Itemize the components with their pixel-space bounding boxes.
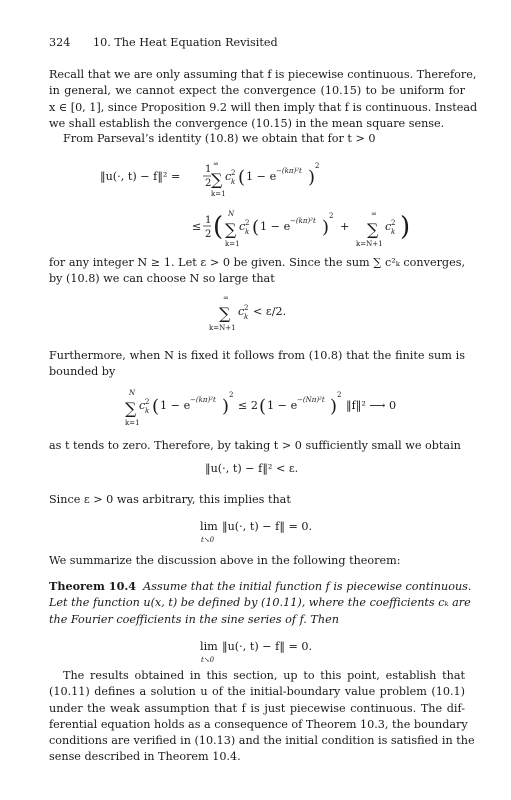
lim-sub: t↘0 [201,656,215,664]
fraction-den: 2 [205,229,212,240]
sum-upper-limit: ∞ [213,160,219,168]
coef-c: c [225,170,232,183]
text-line: in general, we cannot expect the convergence (10.15) to be uniform for [49,84,465,98]
sum-sign: ∑ [219,304,231,323]
text-line: ferential equation holds as a consequence of Theorem 10.3, the boundary [49,717,468,731]
text-line: for any integer N ≥ 1. Let ε > 0 be given. Since the sum ∑ c²ₖ converges, [49,256,465,269]
sum-upper-limit: ∞ [371,210,377,218]
outer-square: 2 [229,391,234,399]
one-minus-e: 1 − e [160,399,191,412]
fraction-num: 1 [205,164,212,175]
paragraph-parseval [63,131,465,147]
lim: lim [200,520,218,533]
text-line: conditions are verified in (10.13) and the initial condition is satisfied in the [49,734,475,748]
theorem-title: Theorem 10.4 [49,579,137,593]
paragraph-furthermore [49,348,465,381]
sum-sign: ∑ [367,220,379,239]
leq-sign: ≤ [192,220,202,233]
sum-sign: ∑ [125,399,137,418]
coef-sup: 2 [245,219,250,227]
fraction-num: 1 [205,215,212,226]
coef-sub: k [231,178,236,186]
exponent: −(kπ)²t [290,217,316,225]
coef-sup: 2 [244,304,249,312]
text-line: we shall establish the convergence (10.15) in the mean square sense. [49,116,445,130]
paragraph-integer-n [49,255,465,288]
sum-upper-limit: ∞ [223,294,229,302]
equation-finite-sum-bound [120,385,420,438]
outer-square: 2 [337,391,342,399]
sum-upper-limit: N [129,389,136,397]
paren: ) [322,217,330,238]
one-minus-e: 1 − e [246,170,277,183]
paren: ) [330,396,338,417]
le-two: ≤ 2 [238,399,259,412]
sum-upper-limit: N [228,210,235,218]
coef-sup: 2 [145,398,150,406]
coef-c: c [239,220,246,233]
chapter-title: 10. The Heat Equation Revisited [93,36,278,49]
big-paren: ( [213,212,224,242]
equation-limit-1 [200,516,340,551]
lim-expression: ‖u(·, t) − f‖ = 0. [222,520,313,533]
paren: ( [238,167,246,188]
sum-lower-limit: k=N+1 [356,240,383,248]
theorem-10-4 [49,578,472,628]
sum-lower-limit: k=1 [211,190,226,198]
text-line: The results obtained in this section, up to this point, establish that [63,669,465,682]
text-line: Furthermore, when N is fixed it follows from (10.8) that the finite sum is [49,349,465,362]
sum-lower-limit: k=N+1 [209,324,236,332]
theorem-text: Assume that the initial function f is piecewise continuous. [143,580,472,593]
outer-square: 2 [329,212,334,220]
sum-lower-limit: k=1 [125,419,140,427]
norm-lt-eps: ‖u(·, t) − f‖² < ε. [205,462,299,475]
paragraph-summarize [49,553,465,569]
exponent: −(kπ)²t [190,396,216,404]
equation-limit-2 [200,636,340,671]
text-line: Recall that we are only assuming that f is piecewise continuous. Therefore, [49,68,477,81]
paragraph-since-eps [49,492,465,508]
page-number: 324 [49,36,71,49]
coef-sub: k [391,228,396,236]
theorem-line [49,578,472,595]
paren: ( [252,217,260,238]
paren: ( [259,396,267,417]
text-line: x ∈ [0, 1], since Proposition 9.2 will then imply that f is continuous. Instead [49,100,478,114]
paragraph-recall [49,67,478,132]
text-line: as t tends to zero. Therefore, by taking t > 0 sufficiently small we obtain [49,439,461,452]
sum-lower-limit: k=1 [225,240,240,248]
fraction-den: 2 [205,178,212,189]
text-line: under the weak assumption that f is just piecewise continuous. The dif- [49,701,465,715]
norm-f-to-zero: ‖f‖² ⟶ 0 [346,399,397,412]
exponent: −(kπ)²t [276,167,302,175]
text-line: bounded by [49,365,116,379]
text-line: We summarize the discussion above in the following theorem: [49,554,401,567]
coef-sup: 2 [391,219,396,227]
coef-c: c [238,305,245,318]
plus-sign: + [340,220,350,233]
lim-sub: t↘0 [201,536,215,544]
sum-sign: ∑ [225,220,237,239]
text-line: by (10.8) we can choose N so large that [49,272,275,286]
big-paren: ) [400,212,411,242]
coef-sup: 2 [231,169,236,177]
paren: ) [222,396,230,417]
text-line: sense described in Theorem 10.4. [49,750,241,764]
text-line: Since ε > 0 was arbitrary, this implies that [49,493,291,506]
eq-lhs: ‖u(·, t) − f‖² = [100,170,181,183]
equation-norm-lt-eps [205,462,298,475]
coef-c: c [385,220,392,233]
paren: ) [308,167,316,188]
text-line: (10.11) defines a solution u of the initial-boundary value problem (10.1) [49,685,465,699]
paren: ( [152,396,160,417]
paragraph-as-t-tends [49,438,465,454]
lim-expression: ‖u(·, t) − f‖ = 0. [222,640,313,653]
coef-sub: k [244,313,249,321]
sum-sign: ∑ [211,170,223,189]
running-header [49,36,278,49]
lt-eps-half: < ε/2. [253,305,287,318]
lim: lim [200,640,218,653]
one-minus-e: 1 − e [260,220,291,233]
outer-square: 2 [315,162,320,170]
theorem-line: Let the function u(x, t) be defined by (10.11), where the coefficients cₖ are [49,596,471,610]
text-line: From Parseval’s identity (10.8) we obtain that for t > 0 [63,132,376,145]
one-minus-e: 1 − e [267,399,298,412]
paragraph-results [49,668,475,766]
coef-sub: k [145,407,150,415]
coef-c: c [139,399,146,412]
equation-tail-sum [208,290,318,341]
exponent: −(Nπ)²t [297,396,325,404]
theorem-line: the Fourier coefficients in the sine series of f. Then [49,612,339,626]
coef-sub: k [245,228,250,236]
equation-norm-expansion [100,152,440,255]
